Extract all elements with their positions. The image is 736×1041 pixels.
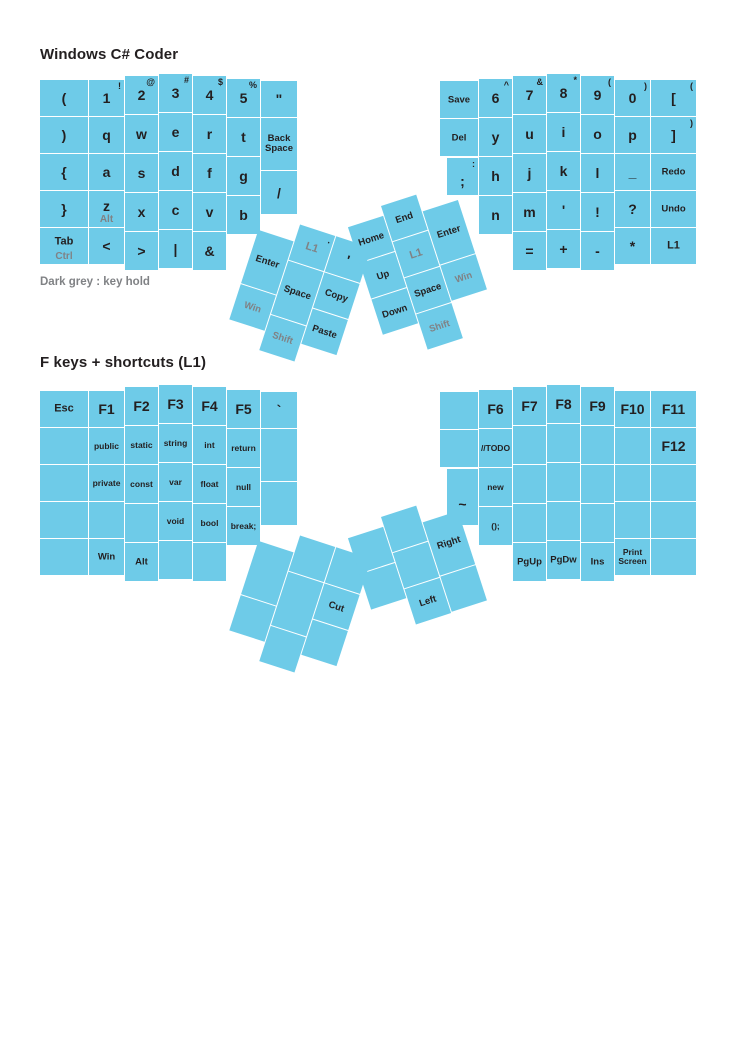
key-l1-left-r5c3[interactable]	[125, 232, 158, 270]
key-sublabel: $	[217, 77, 223, 87]
key-l1-left-r4c1[interactable]	[40, 191, 88, 227]
key-l1-left-r1c4[interactable]	[159, 74, 192, 112]
key-l1-right-r4c6[interactable]	[615, 191, 650, 227]
key-label	[307, 637, 342, 648]
key-label: Shift	[427, 317, 452, 335]
key-l2-right-f10[interactable]	[615, 391, 650, 427]
key-l1-right-r4c2[interactable]	[479, 196, 512, 234]
key-l1-right-r2c7[interactable]	[651, 117, 696, 153]
key-l1-left-tab[interactable]	[40, 228, 88, 264]
key-l2-right-pgdw[interactable]	[547, 541, 580, 579]
key-label: bool	[200, 517, 219, 528]
key-label: //TODO	[480, 442, 511, 453]
key-l1-right-r5c6[interactable]	[615, 228, 650, 264]
key-l1-left-r2c5[interactable]	[193, 115, 226, 153]
key-l1-right-r3c2[interactable]	[479, 157, 512, 195]
key-l1-right-r4c3[interactable]	[513, 193, 546, 231]
key-l1-left-backspace[interactable]	[261, 118, 297, 170]
key-label: +	[559, 241, 568, 257]
key-l1-left-r4c3[interactable]	[125, 193, 158, 231]
key-l2-left-r3c1[interactable]	[40, 465, 88, 501]
key-label: y	[491, 129, 500, 145]
key-label: !	[595, 204, 600, 220]
key-l2-left-backtick[interactable]	[261, 392, 297, 428]
key-l1-left-r3c5[interactable]	[193, 154, 226, 192]
key-l2-left-private[interactable]	[89, 465, 124, 501]
key-label: (	[61, 90, 67, 106]
key-label	[294, 553, 329, 564]
key-sublabel: (	[690, 81, 693, 91]
key-label: ?	[628, 201, 637, 217]
key-l2-left-r4c1[interactable]	[40, 502, 88, 538]
key-sublabel: !	[118, 81, 121, 91]
layer2-title: F keys + shortcuts (L1)	[40, 354, 207, 371]
key-label: F10	[620, 401, 645, 417]
key-label: <	[102, 238, 111, 254]
key-label: w	[136, 126, 147, 142]
key-label: 8	[559, 85, 568, 101]
key-label: L1	[667, 239, 680, 252]
key-label: 4	[205, 87, 214, 103]
key-label: F8	[555, 396, 572, 412]
key-sublabel: *	[573, 75, 577, 85]
key-l1-right-r1c2[interactable]	[479, 79, 512, 117]
key-l1-left-r2c4[interactable]	[159, 113, 192, 151]
key-sublabel: )	[690, 118, 693, 128]
key-label: Shift	[270, 329, 295, 347]
key-l1-left-r1c6[interactable]	[227, 79, 260, 117]
key-l2-right-new[interactable]	[479, 468, 512, 506]
key-label: |	[173, 241, 178, 257]
key-label: _	[628, 164, 637, 180]
key-l2-left-win[interactable]	[89, 539, 124, 575]
key-label: i	[561, 124, 566, 140]
key-l1-left-r1c3[interactable]	[125, 76, 158, 114]
key-l2-right-printscreen[interactable]	[615, 539, 650, 575]
key-l1-right-del[interactable]	[440, 119, 478, 156]
key-label: z	[103, 198, 110, 215]
key-sublabel: )	[644, 81, 647, 91]
key-label: Ins	[590, 556, 605, 568]
key-l1-right-r3c3[interactable]	[513, 154, 546, 192]
key-label: &	[204, 243, 215, 259]
legend-key-hold: Dark grey : key hold	[40, 276, 150, 288]
key-label: Right	[435, 534, 463, 553]
key-label: t	[241, 129, 246, 145]
key-l1-right-r1c1[interactable]	[440, 81, 478, 118]
key-hold-label: Alt	[99, 214, 114, 225]
key-l1-left-r4c5[interactable]	[193, 193, 226, 231]
key-label: p	[628, 127, 637, 143]
key-label: null	[235, 481, 252, 492]
key-label: F6	[487, 401, 504, 417]
key-label: float	[200, 478, 219, 489]
key-l2-right-f6[interactable]	[479, 390, 512, 428]
key-l1-right-r3c6[interactable]	[615, 154, 650, 190]
key-label: Down	[380, 301, 409, 321]
key-l2-left-backslash[interactable]	[261, 482, 297, 525]
key-l2-right-r3c5[interactable]	[581, 465, 614, 503]
key-label: PgDw	[550, 554, 577, 566]
key-l1-left-r1c1[interactable]	[40, 80, 88, 116]
key-label: private	[92, 477, 121, 488]
key-l2-right-f9[interactable]	[581, 387, 614, 425]
key-l2-right-f8[interactable]	[547, 385, 580, 423]
key-label: '	[561, 202, 566, 218]
key-l1-left-r3c2[interactable]	[89, 154, 124, 190]
key-l2-right-r3c6[interactable]	[615, 465, 650, 501]
key-label: ;	[460, 172, 465, 189]
key-l2-right-r4c7[interactable]	[651, 502, 696, 538]
key-l2-right-ins[interactable]	[581, 543, 614, 581]
key-label	[235, 613, 270, 624]
key-label: Paste	[310, 322, 339, 341]
key-l2-left-float[interactable]	[193, 465, 226, 503]
key-label: F2	[133, 398, 150, 414]
key-l2-left-esc[interactable]	[40, 391, 88, 427]
key-l1-left-r3c4[interactable]	[159, 152, 192, 190]
key-label: string	[163, 437, 188, 448]
key-label: 2	[137, 87, 146, 103]
key-label: =	[525, 243, 534, 259]
key-l1-right-r4c5[interactable]	[581, 193, 614, 231]
key-l2-right-r2c3[interactable]	[513, 426, 546, 464]
key-label: "	[275, 91, 283, 107]
key-label: d	[171, 163, 180, 179]
key-label: l	[595, 165, 600, 181]
key-label: b	[239, 207, 248, 223]
key-sublabel: :	[472, 159, 475, 169]
key-l1-right-r3c5[interactable]	[581, 154, 614, 192]
key-hold-label: Ctrl	[55, 251, 73, 262]
key-label	[265, 643, 300, 654]
key-label: End	[393, 209, 415, 226]
key-l2-left-f2[interactable]	[125, 387, 158, 425]
layer1-title: Windows C# Coder	[40, 46, 179, 63]
key-l1-right-r1c6[interactable]	[615, 80, 650, 116]
key-label: ();	[491, 520, 500, 531]
key-l2-right-r3c4[interactable]	[547, 463, 580, 501]
key-l1-left-r1c2[interactable]	[89, 80, 124, 116]
key-label: u	[525, 126, 534, 142]
key-label: v	[205, 204, 214, 220]
key-l2-right-tilde[interactable]	[447, 482, 478, 525]
key-l1-left-r2c6[interactable]	[227, 118, 260, 156]
key-label: Alt	[135, 556, 148, 568]
key-label: 5	[239, 90, 248, 106]
key-l1-right-redo[interactable]	[651, 154, 696, 190]
key-label: c	[171, 202, 180, 218]
key-label: F1	[98, 401, 115, 417]
key-label: 1	[102, 90, 111, 106]
key-label: int	[204, 439, 215, 450]
key-label: Back Space	[265, 133, 293, 154]
key-label: Left	[417, 593, 438, 609]
key-l2-right-r1c1[interactable]	[440, 392, 478, 429]
key-sublabel: (	[608, 77, 611, 87]
key-label: f	[207, 165, 212, 181]
key-l2-left-f5[interactable]	[227, 390, 260, 428]
key-l1-right-r2c5[interactable]	[581, 115, 614, 153]
key-label: o	[593, 126, 602, 142]
key-l2-right-r5c5[interactable]	[651, 539, 696, 575]
key-label: '	[344, 251, 353, 268]
key-label	[280, 598, 315, 609]
key-l2-right-r4c3[interactable]	[513, 504, 546, 542]
key-l2-left-r5c4[interactable]	[159, 541, 192, 579]
key-label	[354, 544, 389, 555]
key-l1-left-r4c2[interactable]	[89, 191, 124, 227]
key-l2-left-f1[interactable]	[89, 391, 124, 427]
key-l1-left-r3c6[interactable]	[227, 157, 260, 195]
key-label: e	[171, 124, 180, 140]
key-l1-left-r5c5[interactable]	[193, 232, 226, 270]
key-label: Copy	[323, 286, 350, 305]
key-label: 0	[628, 90, 637, 106]
key-label: a	[102, 164, 111, 180]
key-label: const	[130, 478, 153, 489]
key-l1-right-r5c4[interactable]	[547, 230, 580, 268]
key-label: F5	[235, 401, 252, 417]
key-sublabel: %	[248, 80, 257, 90]
key-l2-left-f3[interactable]	[159, 385, 192, 423]
key-l2-right-r2c1[interactable]	[440, 430, 478, 467]
key-label: static	[130, 439, 153, 450]
key-label: m	[523, 204, 536, 220]
key-l1-right-r3c4[interactable]	[547, 152, 580, 190]
key-label: new	[487, 481, 504, 492]
key-l2-left-r5c1[interactable]	[40, 539, 88, 575]
key-label: Save	[447, 93, 471, 105]
key-l1-left-r2c3[interactable]	[125, 115, 158, 153]
key-l1-left-r5c2[interactable]	[89, 228, 124, 264]
key-label: Undo	[661, 203, 686, 215]
key-l2-right-r4c5[interactable]	[581, 504, 614, 542]
key-label	[446, 583, 481, 594]
key-label: F11	[661, 401, 686, 417]
key-label: PgUp	[517, 556, 542, 568]
key-label: ~	[458, 495, 467, 512]
key-label: *	[629, 238, 636, 254]
key-label: n	[491, 207, 500, 223]
key-l2-left-r2c7[interactable]	[261, 429, 297, 481]
key-label: Space	[412, 280, 443, 300]
key-l2-left-const[interactable]	[125, 465, 158, 503]
key-label: F9	[589, 398, 606, 414]
key-label: void	[166, 515, 185, 526]
key-label: r	[206, 126, 213, 142]
key-l2-left-f4[interactable]	[193, 387, 226, 425]
key-label: Home	[356, 229, 386, 249]
key-sublabel: #	[183, 75, 189, 85]
key-l2-right-r3c7[interactable]	[651, 465, 696, 501]
key-l2-left-bool[interactable]	[193, 504, 226, 542]
key-l1-right-l1[interactable]	[651, 228, 696, 264]
key-l2-right-f11[interactable]	[651, 391, 696, 427]
key-l2-left-r2c1[interactable]	[40, 428, 88, 464]
key-l1-right-r1c5[interactable]	[581, 76, 614, 114]
key-l2-right-f7[interactable]	[513, 387, 546, 425]
key-label: g	[239, 168, 248, 184]
key-l1-right-undo[interactable]	[651, 191, 696, 227]
key-sublabel: .	[326, 235, 333, 246]
key-l1-right-r2c3[interactable]	[513, 115, 546, 153]
key-l1-right-r2c4[interactable]	[547, 113, 580, 151]
key-l2-left-r5c5[interactable]	[193, 543, 226, 581]
key-l1-right-r1c4[interactable]	[547, 74, 580, 112]
key-label: Win	[453, 269, 474, 286]
key-l2-right-r4c6[interactable]	[615, 502, 650, 538]
key-label: Up	[375, 267, 391, 283]
key-l1-right-r5c5[interactable]	[581, 232, 614, 270]
key-l1-left-r3c3[interactable]	[125, 154, 158, 192]
key-label: Cut	[327, 598, 346, 615]
key-l1-right-r2c6[interactable]	[615, 117, 650, 153]
key-l2-left-string[interactable]	[159, 424, 192, 462]
key-label: Del	[451, 131, 467, 143]
key-label: F3	[167, 396, 184, 412]
key-label: 6	[491, 90, 500, 106]
key-l2-right-todo[interactable]	[479, 429, 512, 467]
key-sublabel: &	[536, 77, 543, 87]
key-label: F7	[521, 398, 538, 414]
key-label	[250, 568, 285, 579]
key-l1-right-r5c3[interactable]	[513, 232, 546, 270]
key-label: s	[137, 165, 146, 181]
key-l1-left-r2c1[interactable]	[40, 117, 88, 153]
key-label: L1	[407, 245, 424, 262]
key-label: break;	[230, 520, 257, 531]
key-l2-right-f12[interactable]	[651, 428, 696, 464]
key-l1-left-slash[interactable]	[261, 171, 297, 214]
key-label: k	[559, 163, 568, 179]
key-l1-left-r2c2[interactable]	[89, 117, 124, 153]
key-label: Esc	[54, 402, 74, 415]
key-label: Win	[242, 299, 263, 316]
key-l2-right-pgup[interactable]	[513, 543, 546, 581]
key-l2-left-int[interactable]	[193, 426, 226, 464]
key-label	[398, 559, 433, 570]
key-label: return	[231, 442, 256, 453]
key-l2-right-r4c4[interactable]	[547, 502, 580, 540]
key-label	[387, 523, 422, 534]
key-l2-right-r2c5[interactable]	[581, 426, 614, 464]
key-l2-left-var[interactable]	[159, 463, 192, 501]
key-l1-left-r5c4[interactable]	[159, 230, 192, 268]
key-l2-left-void[interactable]	[159, 502, 192, 540]
key-l1-right-r4c4[interactable]	[547, 191, 580, 229]
key-label: Space	[282, 283, 313, 303]
key-label: {	[61, 164, 67, 180]
key-l1-left-r4c4[interactable]	[159, 191, 192, 229]
key-label: Enter	[254, 253, 281, 272]
key-l2-left-r4c3[interactable]	[125, 504, 158, 542]
key-label: Redo	[661, 166, 686, 178]
key-l2-left-return[interactable]	[227, 429, 260, 467]
key-label: F4	[201, 398, 218, 414]
key-l2-right-r3c3[interactable]	[513, 465, 546, 503]
key-l1-left-r3c1[interactable]	[40, 154, 88, 190]
key-label: ]	[671, 127, 676, 143]
key-label: 3	[171, 85, 180, 101]
key-label: Enter	[435, 223, 463, 242]
key-l2-right-r2c6[interactable]	[615, 428, 650, 464]
key-label: )	[61, 127, 67, 143]
key-label: h	[491, 168, 500, 184]
key-l1-right-r1c7[interactable]	[651, 80, 696, 116]
key-l2-left-static[interactable]	[125, 426, 158, 464]
key-l1-right-r1c3[interactable]	[513, 76, 546, 114]
key-l2-left-r4c2[interactable]	[89, 502, 124, 538]
key-l1-left-r1c7[interactable]	[261, 81, 297, 117]
key-label: Print Screen	[618, 547, 647, 566]
key-l2-left-alt[interactable]	[125, 543, 158, 581]
key-l2-left-null[interactable]	[227, 468, 260, 506]
key-l2-right-r2c4[interactable]	[547, 424, 580, 462]
key-label: Tab	[54, 235, 74, 248]
key-label: [	[671, 90, 676, 106]
key-label: q	[102, 127, 111, 143]
key-sublabel: ^	[503, 80, 509, 90]
key-label: public	[93, 440, 120, 451]
key-label: var	[169, 476, 182, 487]
key-label: /	[277, 184, 281, 201]
key-label: -	[595, 243, 600, 259]
key-label: Win	[97, 551, 116, 563]
key-label	[365, 581, 400, 592]
key-label: `	[276, 402, 282, 418]
key-sublabel: @	[146, 77, 155, 87]
key-l1-right-r2c2[interactable]	[479, 118, 512, 156]
key-label: x	[137, 204, 146, 220]
key-label: >	[137, 243, 146, 259]
key-l2-right-parens[interactable]	[479, 507, 512, 545]
key-l2-left-public[interactable]	[89, 428, 124, 464]
key-l1-right-semicolon[interactable]	[447, 158, 478, 195]
key-label: j	[527, 165, 532, 181]
key-label: F12	[661, 438, 686, 454]
key-label: 7	[525, 87, 534, 103]
key-l1-left-r1c5[interactable]	[193, 76, 226, 114]
key-label: 9	[593, 87, 602, 103]
key-label: L1	[304, 239, 321, 256]
key-label: }	[61, 201, 67, 217]
